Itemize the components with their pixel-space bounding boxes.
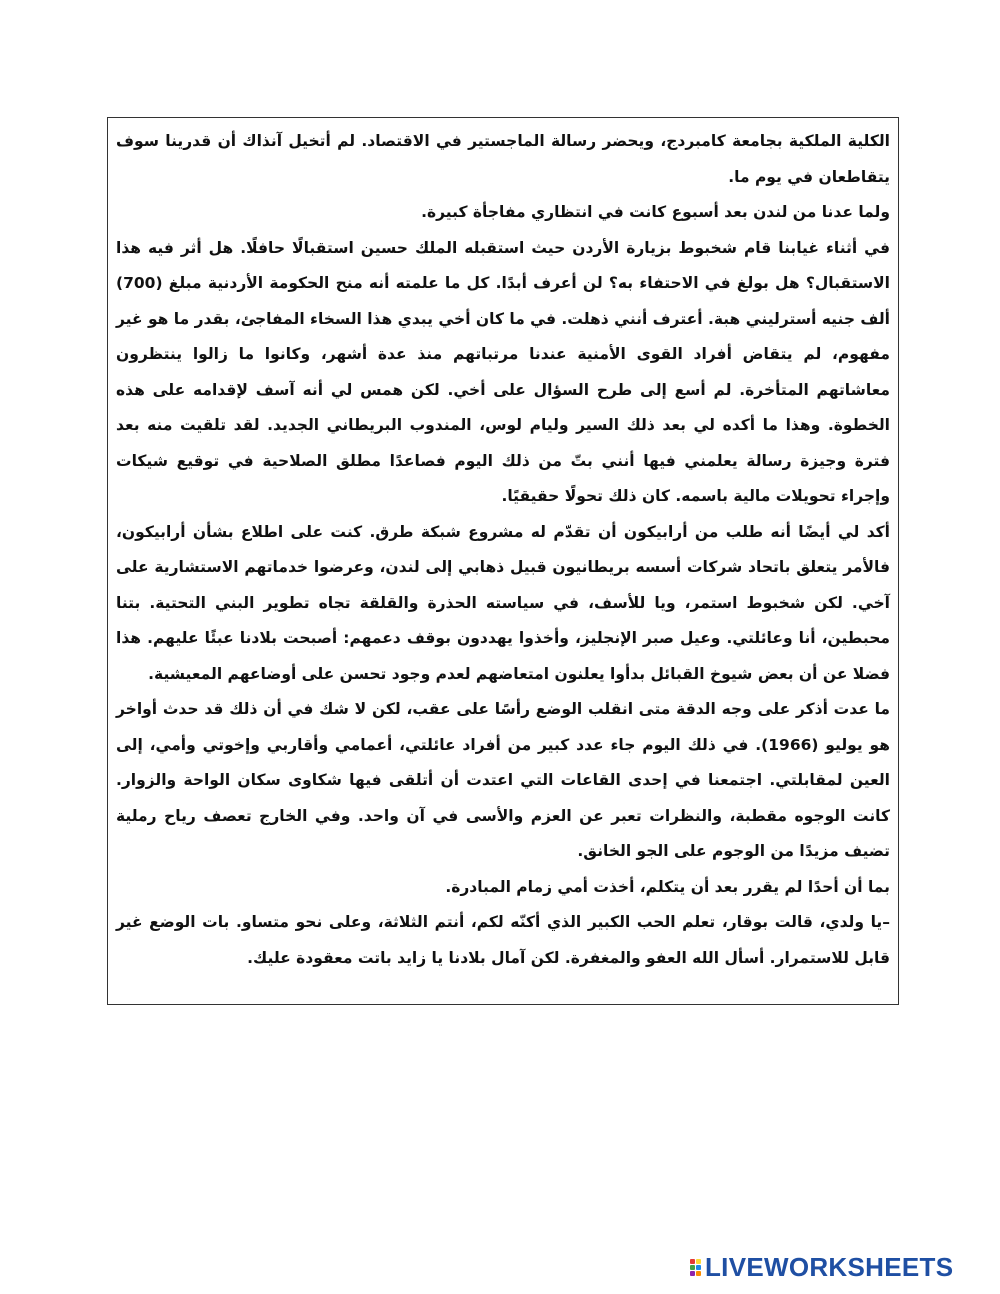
paragraph-6: بما أن أحدًا لم يقرر بعد أن يتكلم، أخذت أمي زمام المبادرة.: [445, 877, 890, 896]
logo-square-5: [690, 1271, 695, 1276]
liveworksheets-branding[interactable]: [690, 1252, 953, 1282]
brand-text: LIVEWORKSHEETS: [705, 1252, 954, 1282]
logo-square-3: [690, 1265, 695, 1270]
paragraph-7: –يا ولدي، قالت بوقار، تعلم الحب الكبير الذي أكنّه لكم، أنتم الثلاثة، وعلى نحو متساو. بات الوضع غير قابل للاستمرار. أسأل الله العفو والمغفرة. لكن آمال بلادنا يا زايد باتت معقودة عليك.: [116, 913, 890, 967]
document-body: [116, 124, 890, 976]
logo-square-6: [696, 1271, 701, 1276]
paragraph-4: أكد لي أيضًا أنه طلب من أرابيكون أن تقدّم له مشروع شبكة طرق. كنت على اطلاع بشأن أرابيكون، فالأمر يتعلق باتحاد شركات أسسه بريطانيون قبيل ذهابي إلى لندن، وعرضوا خدماتهم الاستشارية على آخي. لكن شخبوط استمر، ويا للأسف، في سياسته الحذرة والقلقة تجاه تطوير البني التحتية. بتنا محبطين، أنا وعائلتي. وعيل صبر الإنجليز، وأخذوا يهددون بوقف دعمهم: أصبحت بلادنا عبئًا عليهم. هذا فضلا عن أن بعض شيوخ القبائل بدأوا يعلنون امتعاضهم لعدم وجود تحسن على أوضاعهم المعيشية.: [116, 522, 890, 683]
paragraph-2: ولما عدنا من لندن بعد أسبوع كانت في انتظاري مفاجأة كبيرة.: [421, 203, 890, 221]
document-frame: [107, 117, 899, 1005]
paragraph-3: في أثناء غيابنا قام شخبوط بزيارة الأردن حيث استقبله الملك حسين استقبالًا حافلًا. هل أثر فيه هذا الاستقبال؟ هل بولغ في الاحتفاء به؟ لن أعرف أبدًا. كل ما علمته أنه منح الحكومة الأردنية مبلغ (700) ألف جنيه أسترليني هبة. أعترف أنني ذهلت. في ما كان أخي يبدي هذا السخاء المفاجئ، بقدر ما هو غير مفهوم، لم يتقاض أفراد القوى الأمنية عندنا مرتباتهم منذ عدة أشهر، وكانوا ما زالوا ينتظرون معاشاتهم المتأخرة. لم أسع إلى طرح السؤال على أخي. لكن همس لي أنه آسف لإقدامه على هذه الخطوة. وهذا ما أكده لي بعد ذلك السير وليام لوس، المندوب البريطاني الجديد. لقد تلقيت منه بعد فترة وجيزة رسالة يعلمني فيها أنني بتّ من ذلك اليوم فصاعدًا مطلق الصلاحية في توقيع شيكات وإجراء تحويلات مالية باسمه. كان ذلك تحولًا حقيقيًا.: [115, 238, 890, 505]
paragraph-5: ما عدت أذكر على وجه الدقة متى انقلب الوضع رأسًا على عقب، لكن لا شك في أن ذلك قد حدث أواخر هو يوليو (1966). في ذلك اليوم جاء عدد كبير من أفراد عائلتي، أعمامي وأقاربي وإخوتي وأمي، إلى العين لمقابلتي. اجتمعنا في إحدى القاعات التي اعتدت أن أتلقى فيها شكاوى سكان الواحة والزوار. كانت الوجوه مقطبة، والنظرات تعبر عن العزم والأسى في آن واحد. وفي الخارج تعصف رياح رملية تضيف مزيدًا من الوجوم على الجو الخانق.: [116, 700, 890, 860]
paragraph-1: الكلية الملكية بجامعة كامبردج، ويحضر رسالة الماجستير في الاقتصاد. لم أتخيل آنذاك أن قدرينا سوف يتقاطعان في يوم ما.: [116, 132, 890, 186]
logo-square-2: [696, 1259, 701, 1264]
liveworksheets-logo-icon: [690, 1259, 701, 1276]
logo-square-4: [696, 1265, 701, 1270]
logo-square-1: [690, 1259, 695, 1264]
